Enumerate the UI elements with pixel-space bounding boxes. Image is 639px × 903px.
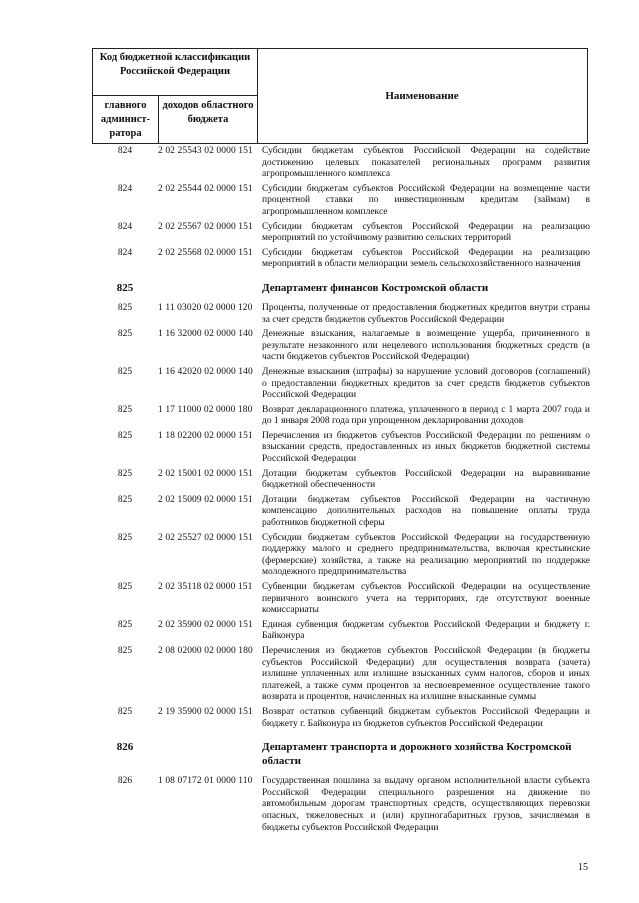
name-cell: Субсидии бюджетам субъектов Российской Федерации на возмещение части процентной ставки по инвестиционным кредитам (займам) в агропромышленном комплексе (262, 183, 590, 217)
department-title: Департамент транспорта и дорожного хозяйства Костромской области (262, 741, 572, 768)
income-code-cell: 1 11 03020 02 0000 120 (158, 302, 253, 313)
table-row (92, 646, 592, 704)
admin-code-cell: 825 (117, 532, 133, 543)
admin-code-cell: 826 (116, 741, 134, 754)
income-code-cell: 1 17 11000 02 0000 180 (158, 404, 253, 415)
income-column-header: доходов областного бюджета (162, 100, 254, 125)
table-row (92, 582, 592, 617)
name-cell: Субсидии бюджетам субъектов Российской Федерации на государственную поддержку малого и среднего предпринимательства, включая крестьянские (фермерские) хозяйства, а также на реализацию мероприятий по поддержке молодежного предпринимательства (262, 532, 590, 578)
income-code-cell: 2 02 25527 02 0000 151 (158, 532, 253, 543)
income-code-cell (158, 740, 262, 768)
department-title: Департамент финансов Костромской области (262, 281, 489, 294)
table-row (92, 776, 592, 834)
income-code-cell: 2 02 25567 02 0000 151 (158, 221, 253, 232)
income-code-cell: 2 02 35118 02 0000 151 (158, 582, 253, 592)
income-code-cell: 2 02 35900 02 0000 151 (158, 619, 253, 630)
income-code-cell: 2 19 35900 02 0000 151 (158, 706, 253, 717)
name-cell: Проценты, полученные от предоставления бюджетных кредитов внутри страны за счет средств бюджетов субъектов Российской Федерации (262, 302, 590, 325)
income-code-cell: 1 16 32000 02 0000 140 (158, 329, 253, 340)
table-row (92, 469, 592, 492)
table-row (92, 367, 592, 402)
name-cell: Дотации бюджетам субъектов Российской Федерации на частичную компенсацию дополнительных расходов на повышение оплаты труда работников бюджетной сферы (262, 494, 590, 529)
table-row (92, 248, 592, 271)
page-number: 15 (578, 862, 588, 873)
admin-code-cell: 825 (116, 281, 134, 294)
income-code-cell: 1 16 42020 02 0000 140 (158, 366, 253, 377)
table-row (92, 533, 592, 579)
table-row (92, 495, 592, 530)
income-code-cell: 1 08 07172 01 0000 110 (158, 776, 253, 787)
name-cell: Субсидии бюджетам субъектов Российской Федерации на содействие достижению целевых показателей региональных программ развития агропромышленного комплекса (262, 146, 590, 180)
table-row (92, 146, 592, 181)
name-cell: Субсидии бюджетам субъектов Российской Федерации на реализацию мероприятий по устойчивому развитию сельских территорий (262, 221, 590, 244)
income-code-cell: 2 02 25568 02 0000 151 (158, 247, 253, 258)
name-cell: Перечисления из бюджетов субъектов Российской Федерации по решениям о взыскании средств, предоставленных из иных бюджетов бюджетной системы Российской Федерации (262, 430, 590, 465)
code-header-block (93, 49, 258, 143)
table-row (92, 620, 592, 643)
name-cell: Денежные взыскания (штрафы) за нарушение условий договоров (соглашений) о предоставлении бюджетных кредитов за счет средств бюджетов субъектов Российской Федерации (262, 366, 590, 401)
admin-column-header: главного админист-ратора (93, 96, 159, 143)
income-code-cell: 2 08 02000 02 0000 180 (158, 645, 253, 656)
table-row (92, 329, 592, 364)
income-code-cell: 2 02 25544 02 0000 151 (158, 183, 253, 194)
table-body (92, 146, 592, 837)
income-code-cell (158, 281, 262, 295)
department-row (92, 740, 592, 768)
name-cell: Денежные взыскания, налагаемые в возмещение ущерба, причиненного в результате незаконного или нецелевого использования бюджетных средств (в части бюджетов субъектов Российской Федерации) (262, 329, 590, 363)
admin-code-cell: 825 (117, 468, 133, 479)
header-table (92, 48, 588, 144)
table-row (92, 222, 592, 245)
name-cell: Дотации бюджетам субъектов Российской Федерации на выравнивание бюджетной обеспеченности (262, 468, 590, 491)
code-group-header: Код бюджетной классификации Российской Федерации (93, 49, 257, 96)
name-cell: Возврат декларационного платежа, уплаченного в период с 1 марта 2007 года и до 1 января 2008 года при упрощенном декларировании доходов (262, 404, 590, 427)
admin-code-cell: 825 (117, 329, 133, 340)
income-code-cell: 2 02 15001 02 0000 151 (158, 468, 253, 479)
income-code-cell: 2 02 15009 02 0000 151 (158, 494, 253, 505)
name-cell: Субсидии бюджетам субъектов Российской Федерации на реализацию мероприятий в области мелиорации земель сельскохозяйственного назначения (262, 247, 590, 270)
admin-code-cell: 825 (117, 404, 133, 415)
table-row (92, 303, 592, 326)
admin-code-cell: 824 (117, 221, 133, 232)
name-cell: Государственная пошлина за выдачу органом исполнительной власти субъекта Российской Федерации специального разрешения на движение по автомобильным дорогам транспортных средств, осуществляющих перевозки опасных, тяжеловесных и (или) крупногабаритных грузов, зачисляемая в бюджеты субъектов Российской Федерации (262, 776, 590, 833)
admin-code-cell: 825 (117, 582, 133, 592)
admin-code-cell: 824 (117, 247, 133, 258)
table-row (92, 405, 592, 428)
name-column-header: Наименование (385, 90, 459, 102)
table-row (92, 431, 592, 466)
admin-code-cell: 824 (117, 146, 133, 156)
name-cell: Перечисления из бюджетов субъектов Российской Федерации (в бюджеты субъектов Российской Федерации) для осуществления возврата (зачета) излишне уплаченных или излишне взысканных сумм налогов, сборов и иных платежей, а также сумм процентов за несвоевременное осуществление такого возврата и процентов, начисленных на излишне взысканные суммы (262, 645, 590, 703)
admin-code-cell: 825 (117, 302, 133, 313)
admin-code-cell: 825 (117, 430, 133, 441)
admin-code-cell: 825 (117, 706, 133, 717)
name-cell: Субвенции бюджетам субъектов Российской Федерации на осуществление первичного воинского учета на территориях, где отсутствуют военные комиссариаты (262, 582, 590, 616)
admin-code-cell: 825 (117, 645, 133, 656)
admin-code-cell: 825 (117, 366, 133, 377)
admin-code-cell: 825 (117, 619, 133, 630)
admin-code-cell: 826 (117, 776, 133, 787)
name-cell: Возврат остатков субвенций бюджетам субъектов Российской Федерации и бюджету г. Байконура из бюджетов субъектов Российской Федерации (262, 706, 590, 729)
department-row (92, 281, 592, 295)
name-cell: Единая субвенция бюджетам субъектов Российской Федерации и бюджету г. Байконура (262, 619, 590, 642)
income-code-cell: 2 02 25543 02 0000 151 (158, 146, 253, 156)
admin-code-cell: 824 (117, 183, 133, 194)
income-code-cell: 1 18 02200 02 0000 151 (158, 430, 253, 441)
admin-code-cell: 825 (117, 494, 133, 505)
table-row (92, 707, 592, 730)
table-row (92, 184, 592, 219)
